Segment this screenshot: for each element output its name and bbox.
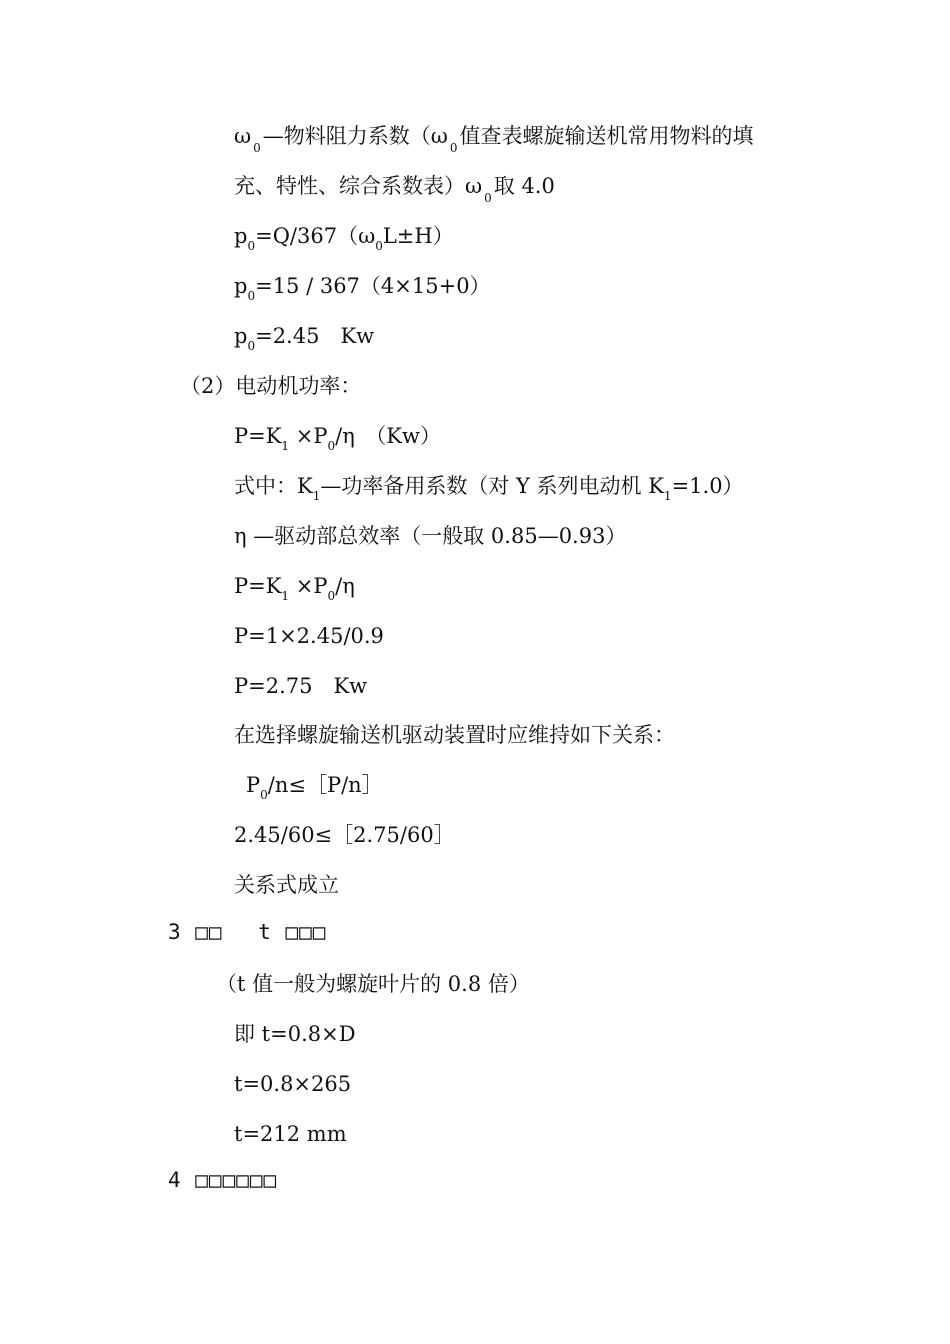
section-heading-3: 3 □□ t □□□ (168, 920, 327, 944)
omega-symbol: ω (234, 124, 252, 148)
subscript: 1 (281, 589, 290, 603)
section-heading-4: 4 □□□□□□ (168, 1168, 278, 1192)
text: P (246, 773, 261, 797)
text: 充、特性、综合系数表） (234, 174, 465, 198)
formula-motor-power-repeat (234, 574, 355, 601)
pitch-substituted: t=0.8×265 (234, 1072, 352, 1096)
text: =1.0） (671, 474, 744, 498)
relation-conclusion: 关系式成立 (234, 873, 339, 897)
text: ×P (295, 424, 328, 448)
subscript: 0 (247, 289, 256, 303)
subscript: 1 (663, 489, 672, 503)
text: =Q/367（ (255, 224, 359, 248)
text: =15 / 367（4×15+0） (255, 274, 491, 298)
text: /n≤［P/n］ (267, 773, 383, 797)
k1-definition (234, 474, 744, 501)
text: P=K (234, 574, 282, 598)
text: —功率备用系数（对 Y 系列电动机 K (320, 474, 664, 498)
formula-p-substituted: P=1×2.45/0.9 (234, 624, 384, 648)
relation-check: 2.45/60≤［2.75/60］ (234, 823, 455, 847)
omega-definition-cont (234, 174, 555, 205)
subscript: 0 (260, 788, 268, 802)
pitch-formula: 即 t=0.8×D (234, 1022, 356, 1046)
formula-p0-substituted (234, 274, 491, 301)
formula-p0-result (234, 324, 374, 351)
subscript: 0 (327, 439, 336, 453)
omega-symbol: ω (465, 174, 483, 198)
p-symbol: p (234, 324, 248, 348)
omega-definition-line (234, 124, 754, 155)
subscript: 0 (247, 239, 256, 253)
subscript: 0 (327, 589, 336, 603)
subscript: 1 (312, 489, 321, 503)
section-motor-power: （2）电动机功率： (180, 374, 362, 398)
pitch-result: t=212 mm (234, 1122, 347, 1146)
text: 式中：K (234, 474, 313, 498)
text: P=K (234, 424, 282, 448)
omega-symbol: ω (358, 224, 376, 248)
text: /η （Kw） (335, 424, 441, 448)
omega-subscript: 0 (449, 141, 458, 155)
omega-desc-part1: —物料阻力系数（ (262, 124, 431, 148)
omega-symbol: ω (430, 124, 448, 148)
omega-subscript: 0 (484, 191, 492, 205)
formula-p-result: P=2.75 Kw (234, 674, 368, 698)
relation-formula (246, 773, 383, 800)
omega-desc-part2: 值查表螺旋输送机常用物料的填 (459, 124, 754, 148)
text: /η (335, 574, 355, 598)
text: ×P (295, 574, 328, 598)
text: 取 4.0 (493, 174, 555, 198)
omega-subscript: 0 (253, 141, 261, 155)
drive-relation-text: 在选择螺旋输送机驱动装置时应维持如下关系： (234, 723, 675, 747)
subscript: 0 (247, 339, 256, 353)
text: =2.45 Kw (255, 324, 375, 348)
p-symbol: p (234, 224, 248, 248)
subscript: 0 (375, 239, 383, 253)
formula-p0 (234, 224, 454, 251)
pitch-note: （t 值一般为螺旋叶片的 0.8 倍） (216, 972, 530, 996)
eta-definition: η —驱动部总效率（一般取 0.85—0.93） (234, 524, 627, 548)
formula-motor-power (234, 424, 441, 451)
text: L±H） (382, 224, 454, 248)
p-symbol: p (234, 274, 248, 298)
subscript: 1 (281, 439, 290, 453)
